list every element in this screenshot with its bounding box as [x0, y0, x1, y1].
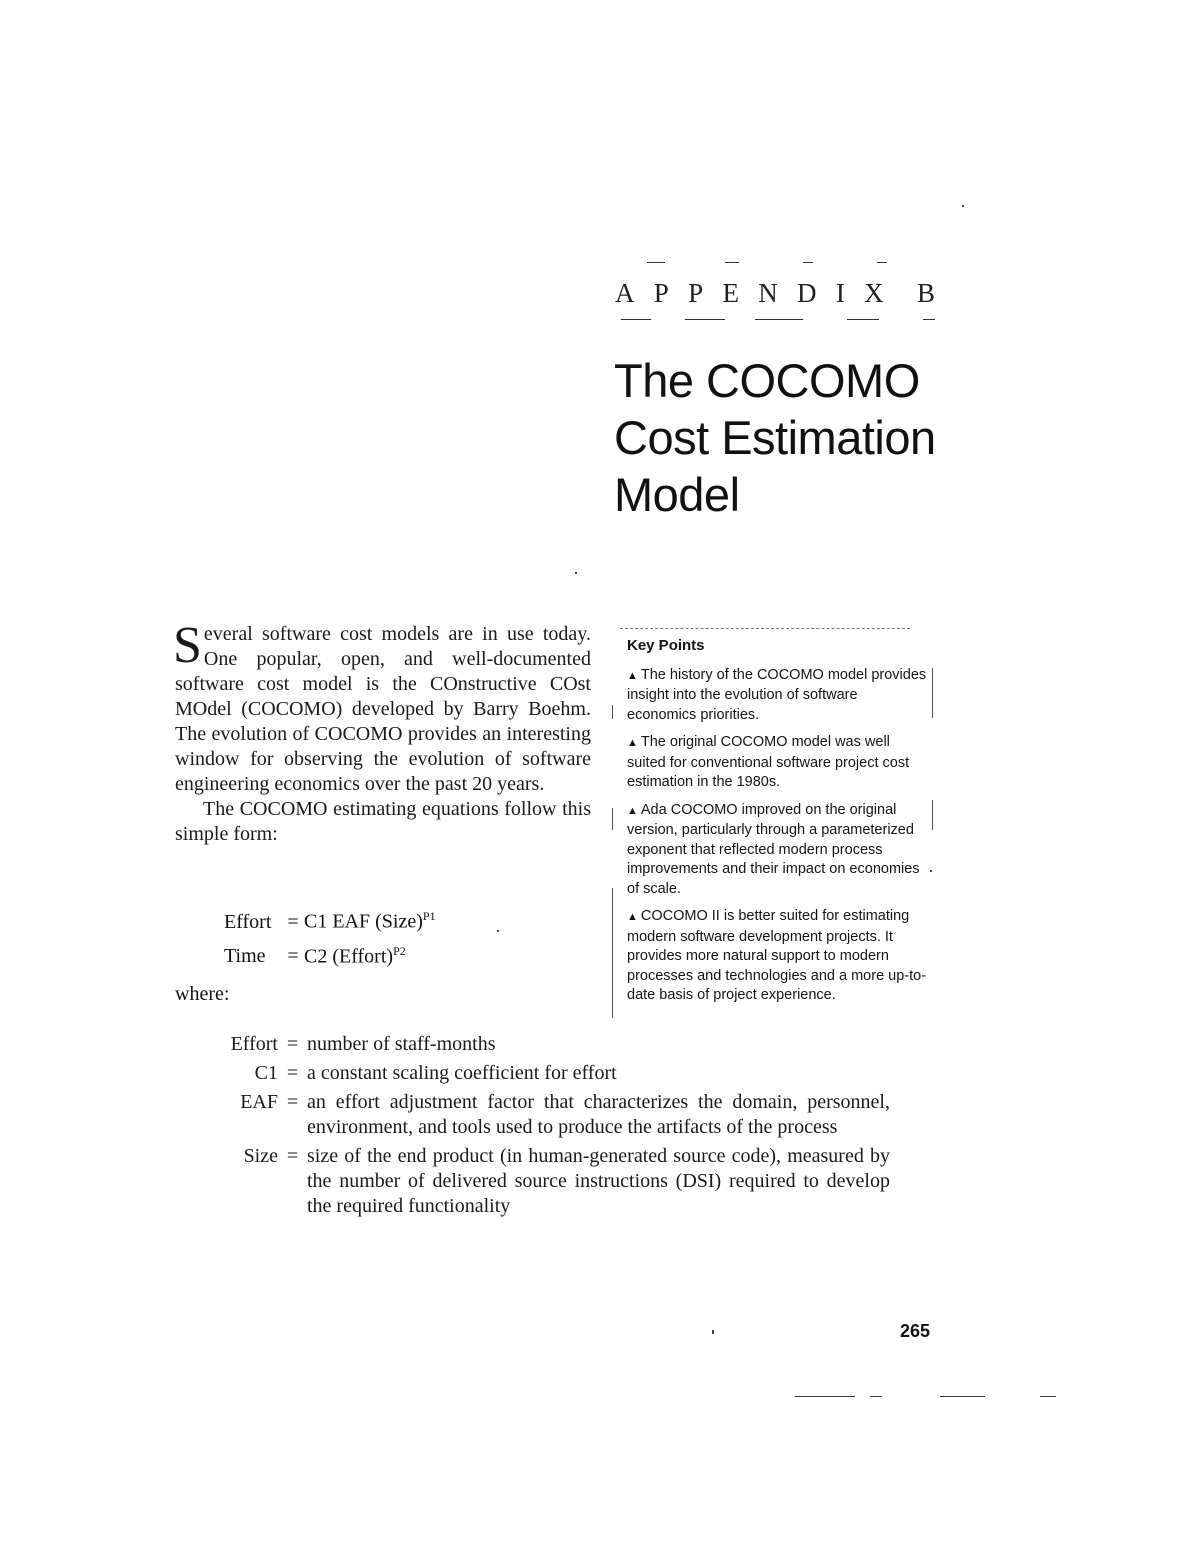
drop-cap: S	[173, 617, 202, 674]
scan-dash	[795, 1396, 855, 1397]
key-points-left-rule	[612, 705, 613, 719]
title-line: The COCOMO	[614, 354, 920, 407]
definition-operator: =	[286, 1091, 299, 1113]
appendix-letter: P	[688, 278, 704, 308]
triangle-bullet-icon: ▲	[627, 911, 638, 923]
equation-operator: =	[287, 910, 299, 933]
definition-row	[180, 1090, 890, 1140]
scan-speck	[712, 1330, 714, 1334]
appendix-letter: N	[758, 278, 778, 308]
definition-operator: =	[286, 1062, 299, 1084]
definition-row	[180, 1061, 890, 1086]
definition-term: Size	[243, 1145, 278, 1167]
equation-exponent: P2	[393, 943, 406, 958]
scan-speck	[962, 205, 964, 207]
scan-dash	[940, 1396, 985, 1397]
scan-dash	[1040, 1396, 1056, 1397]
key-points-left-rule	[612, 888, 613, 1018]
key-point-text: Ada COCOMO improved on the original version, particularly through a parameterized exponent that reflected modern process improvements and their impact on economies of scale.	[627, 801, 920, 897]
definition-term: C1	[254, 1062, 278, 1084]
definition-text: size of the end product (in human-generated source code), measured by the number of delivered source instructions (DSI) required to develop the required functionality	[307, 1145, 890, 1217]
key-point-item	[627, 666, 927, 726]
title-line: Model	[614, 468, 740, 521]
key-point-text: The original COCOMO model was well suited for conventional software project cost estimation in the 1980s.	[627, 734, 910, 790]
title-line: Cost Estimation	[614, 411, 936, 464]
intro-text	[173, 617, 591, 847]
key-points-right-rule	[932, 668, 933, 718]
key-points-top-rule	[620, 628, 910, 629]
equation-time	[224, 937, 436, 972]
equation-lhs: Time	[224, 945, 266, 968]
scan-speck	[497, 930, 499, 932]
page-title	[614, 352, 1014, 523]
equation-exponent: P1	[422, 909, 436, 923]
equation-rhs	[304, 937, 406, 972]
appendix-letter: D	[797, 278, 817, 308]
definition-term: EAF	[240, 1091, 278, 1113]
key-point-item	[627, 733, 927, 793]
key-points-heading: Key Points	[627, 637, 705, 654]
appendix-letter: I	[835, 278, 845, 308]
appendix-letter: A	[615, 278, 635, 308]
equation-effort	[224, 902, 436, 937]
intro-paragraph-1	[173, 617, 591, 797]
definition-row	[180, 1032, 890, 1057]
equation-rhs	[304, 902, 436, 937]
appendix-letter: P	[653, 278, 669, 308]
appendix-letter: X	[864, 278, 884, 308]
equations	[224, 902, 436, 971]
triangle-bullet-icon: ▲	[627, 669, 638, 682]
equation-rhs-text: C1 EAF (Size)	[304, 910, 423, 933]
equation-rhs-text: C2 (Effort)	[304, 945, 394, 968]
triangle-bullet-icon: ▲	[627, 737, 638, 749]
key-points-left-rule	[612, 808, 613, 830]
where-label: where:	[175, 983, 230, 1005]
key-point-text: The history of the COCOMO model provides insight into the evolution of software economics priorities.	[627, 666, 927, 723]
intro-paragraph-1-text: everal software cost models are in use today. One popular, open, and well-documented software cost model is the COnstructive COst MOdel (COCOMO) developed by Barry Boehm. The evolution of COCOMO provides an interesting window for observing the evolution of software engineering economics over the past 20 years.	[175, 623, 591, 795]
key-point-item	[627, 801, 927, 900]
definition-text: a constant scaling coefficient for effort	[307, 1062, 617, 1084]
definition-row	[180, 1144, 890, 1219]
definition-operator: =	[286, 1033, 299, 1055]
appendix-letter: B	[916, 278, 935, 308]
appendix-letter: E	[722, 278, 739, 308]
definition-text: an effort adjustment factor that characterizes the domain, personnel, environment, and tools used to produce the artifacts of the process	[307, 1091, 890, 1138]
appendix-label	[615, 278, 935, 309]
scan-speck	[575, 572, 577, 574]
definition-text: number of staff-months	[307, 1033, 496, 1055]
scan-speck	[930, 870, 932, 872]
intro-paragraph-2: The COCOMO estimating equations follow this simple form:	[175, 798, 591, 845]
triangle-bullet-icon: ▲	[627, 804, 638, 817]
key-points-right-rule	[932, 800, 933, 830]
key-point-item	[627, 907, 927, 1006]
key-point-text: COCOMO II is better suited for estimating modern software development projects. It provides more natural support to modern processes and technologies and a more up-to-date basis of project experience.	[627, 908, 927, 1003]
scan-dash	[870, 1396, 882, 1397]
appendix-rule-top	[615, 262, 935, 264]
key-points-sidebar	[627, 636, 927, 1014]
appendix-rule-bottom	[615, 319, 935, 321]
definition-operator: =	[286, 1145, 299, 1167]
page-number: 265	[900, 1321, 931, 1341]
equation-lhs: Effort	[224, 910, 272, 933]
definition-term: Effort	[230, 1033, 278, 1055]
equation-operator: =	[287, 945, 299, 968]
definitions-list	[180, 1032, 890, 1223]
